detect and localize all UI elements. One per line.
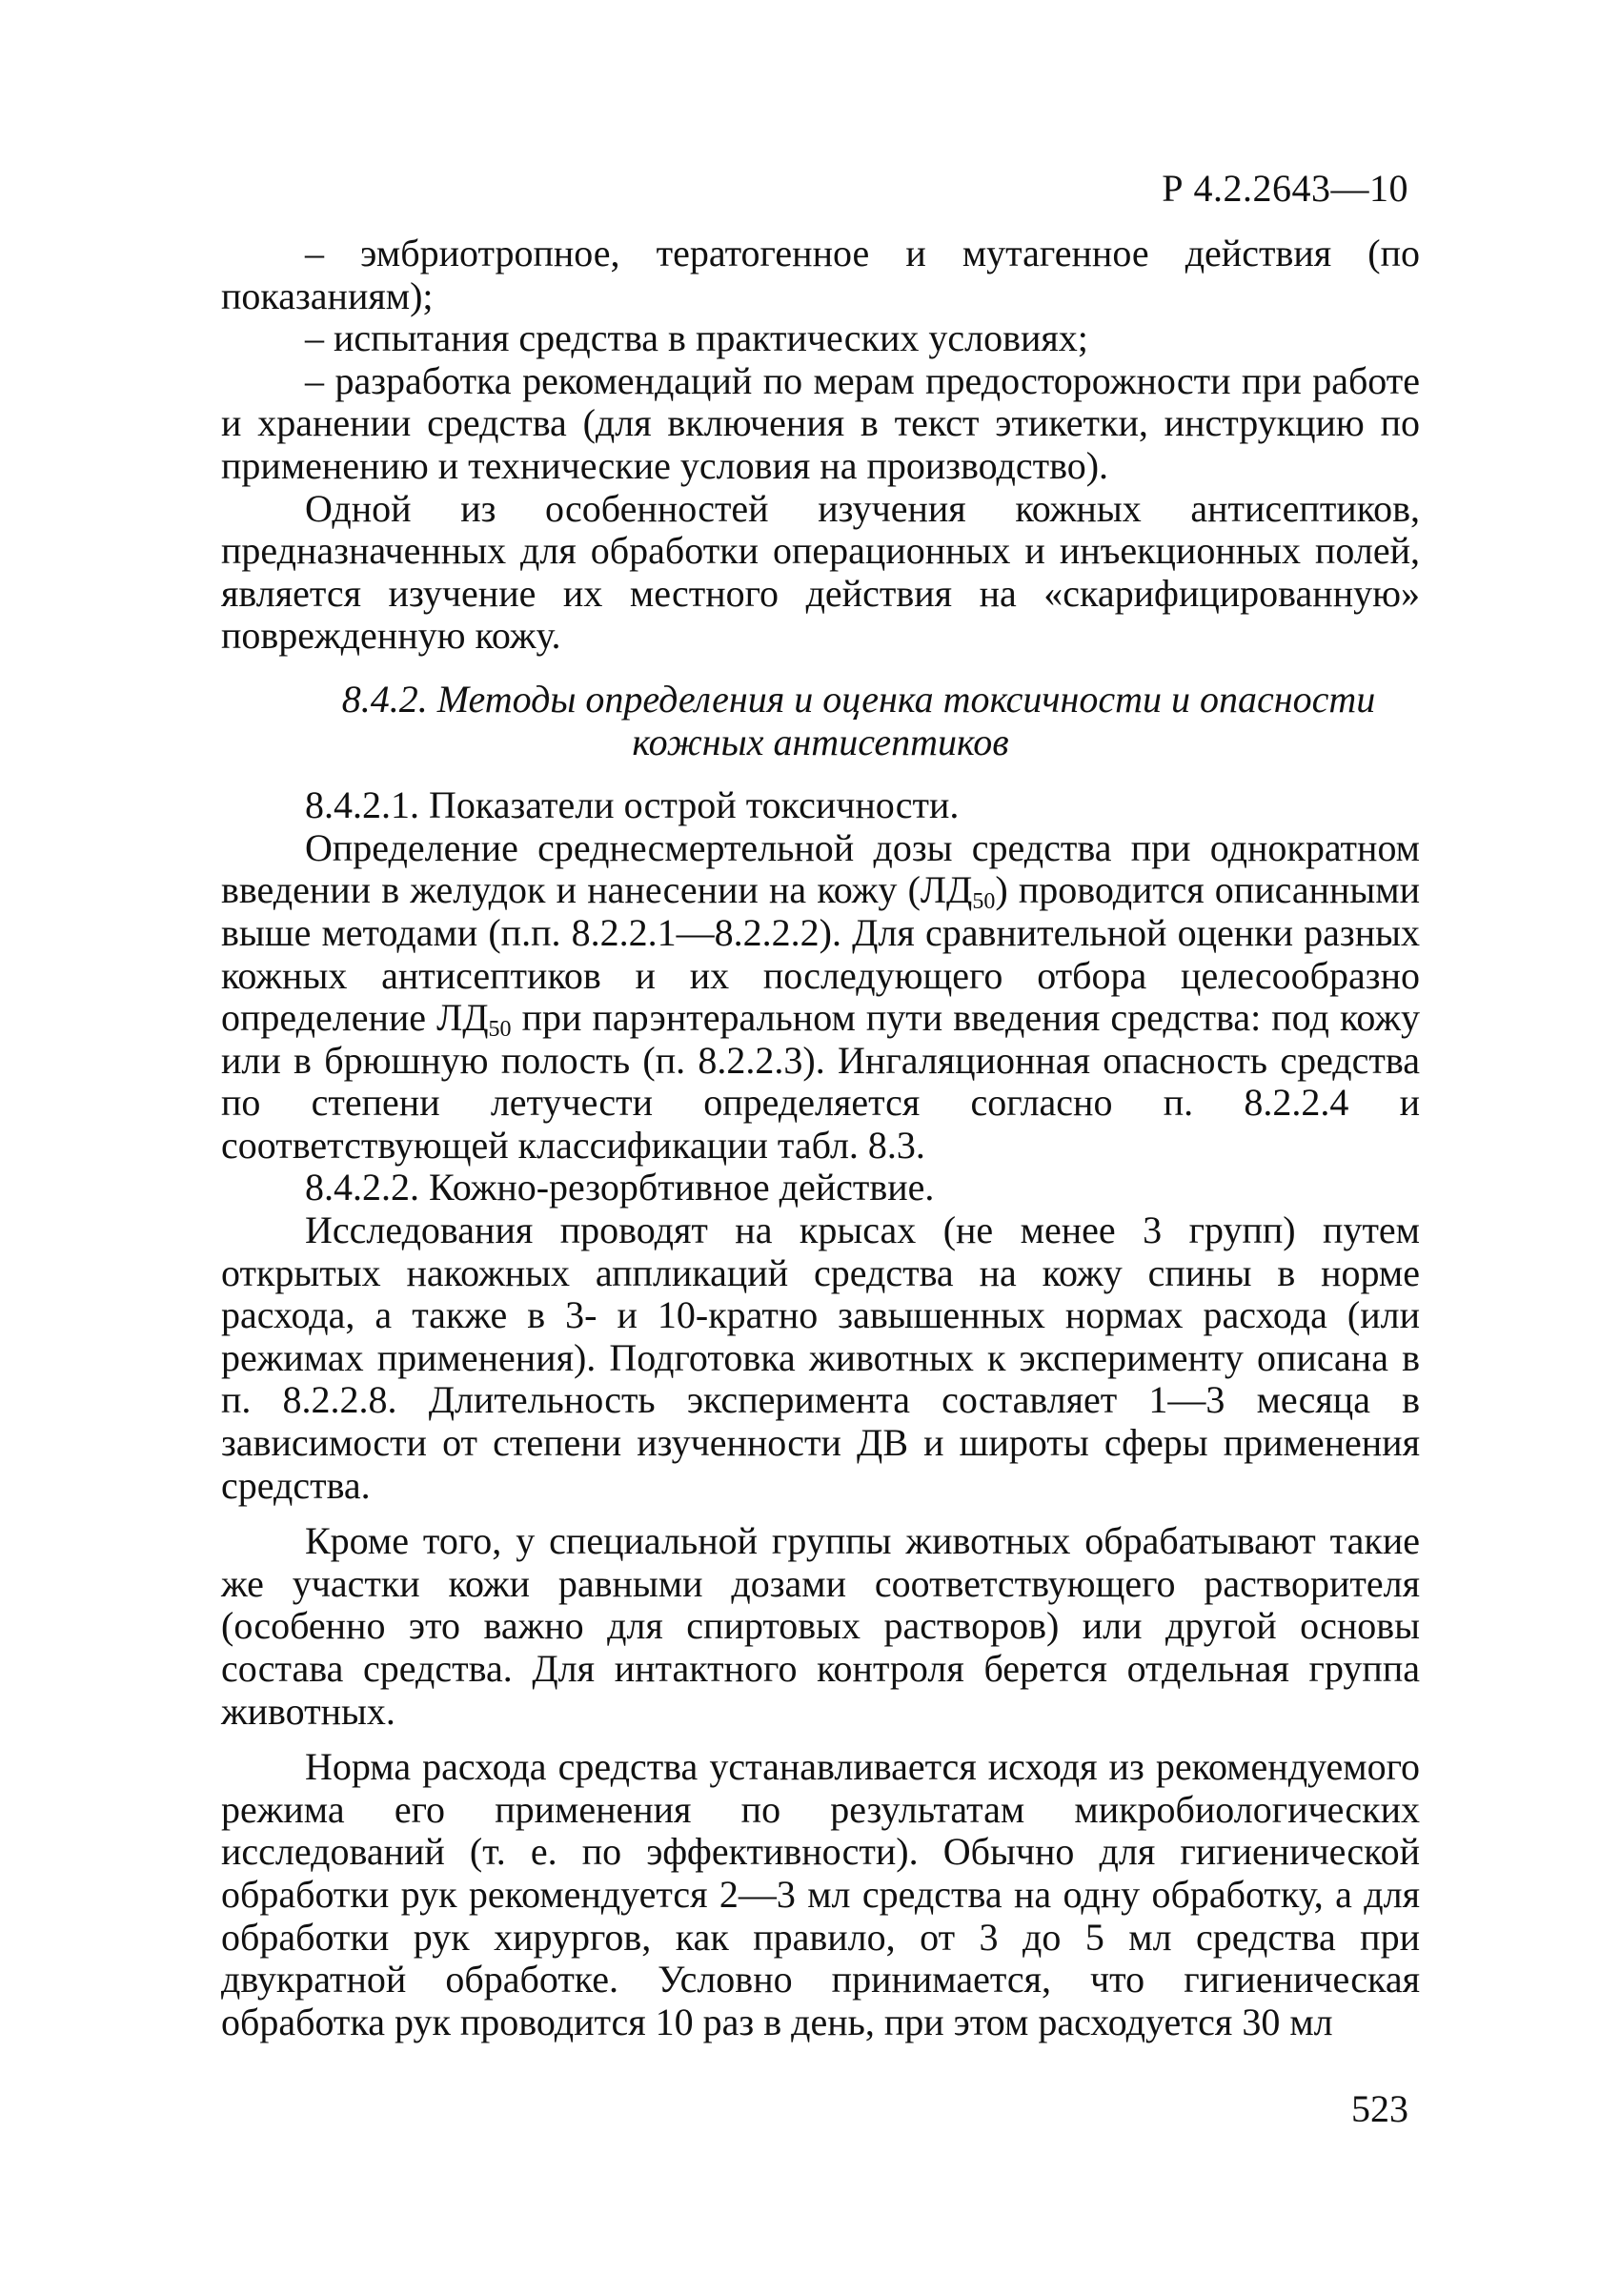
paragraph-skin-antiseptics: Одной из особенностей изучения кожных антисептиков, предназначенных для обработки операционных и инъекционных полей, является изучение их местного действия на «скарифицированную» поврежденную кожу. (221, 486, 1420, 658)
paragraph-ld50 (221, 827, 1420, 1168)
page-number: 523 (1351, 2087, 1408, 2130)
page-body (221, 233, 1420, 2043)
section-heading (221, 679, 1420, 763)
paragraph-rat-studies: Исследования проводят на крысах (не менее 3 групп) путем открытых накожных аппликаций средства на кожу спины в норме расхода, а также в 3- и 10-кратно завышенных нормах расхода (или режимах применения). Подготовка животных к эксперименту описана в п. 8.2.2.8. Длительность эксперимента составляет 1—3 месяца в зависимости от степени изученности ДВ и широты сферы применения средства. (221, 1209, 1420, 1507)
ld50-text-a: Определение среднесмертельной дозы средства при однократном введении в желудок и нанесении на кожу (ЛД (221, 825, 1420, 912)
list-item-field-trials: – испытания средства в практических условиях; (305, 316, 1088, 360)
ld50-subscript-b: 50 (488, 1017, 512, 1043)
list-item-precautions: – разработка рекомендаций по мерам предосторожности при работе и хранении средства (для включения в текст этикетки, инструкцию по применению и технические условия на производство). (221, 358, 1420, 487)
ld50-text-c: при парэнтеральном пути введения средства: под кожу или в брюшную полость (п. 8.2.2.3). Ингаляционная опасность средства по степени летучести определяется согласно п. 8.2.2.4 и соответствующей классификации табл. 8.3. (221, 996, 1421, 1167)
ld50-subscript-a: 50 (972, 889, 996, 915)
subsection-title-acute-toxicity: 8.4.2.1. Показатели острой токсичности. (305, 783, 960, 827)
section-heading-line-2: кожных антисептиков (632, 720, 1009, 763)
subsection-title-skin-resorptive: 8.4.2.2. Кожно-резорбтивное действие. (305, 1166, 935, 1209)
ld50-text-b: ) проводится описанными выше методами (п.п. 8.2.2.1—8.2.2.2). Для сравнительной оценки разных кожных антисептиков и их последующего отбора целесообразно определение ЛД (221, 868, 1421, 1040)
paragraph-consumption-norm: Норма расхода средства устанавливается исходя из рекомендуемого режима его применения по результатам микробиологических исследований (т. е. по эффективности). Обычно для гигиенической обработки рук рекомендуется 2—3 мл средства на одну обработку, а для обработки рук хирургов, как правило, от 3 до 5 мл средства при двукратной обработке. Условно принимается, что гигиеническая обработка рук проводится 10 раз в день, при этом расходуется 30 мл (221, 1745, 1420, 2043)
paragraph-solvent-control: Кроме того, у специальной группы животных обрабатывают такие же участки кожи равными дозами соответствующего растворителя (особенно это важно для спиртовых растворов) или другой основы состава средства. Для интактного контроля берется отдельная группа животных. (221, 1519, 1420, 1733)
document-code: Р 4.2.2643—10 (1162, 167, 1408, 210)
section-heading-line-1: 8.4.2. Методы определения и оценка токсичности и опасности (341, 677, 1376, 721)
list-item-embryotropic: – эмбриотропное, тератогенное и мутагенное действия (по показаниям); (221, 232, 1420, 317)
